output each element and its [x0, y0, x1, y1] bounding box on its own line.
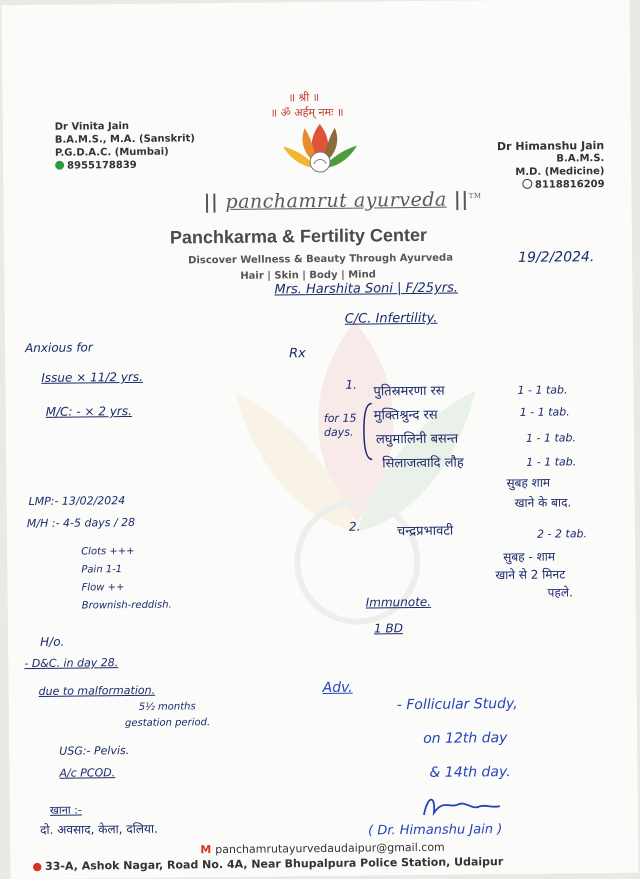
mh-detail-4: Brownish-reddish.	[81, 599, 172, 612]
rx-symbol: Rx	[289, 346, 306, 362]
rx-item-3-dose: 1 - 1 tab.	[525, 431, 577, 445]
advice-line-2: on 12th day	[423, 730, 508, 747]
history-line-1: Anxious for	[24, 340, 93, 356]
left-doctor-block	[55, 119, 196, 172]
ho-detail-1: - D&C. in day 28.	[24, 656, 119, 671]
lotus-logo-icon	[275, 120, 366, 183]
left-doctor-phone-row	[55, 158, 195, 172]
brand-wordmark: || panchamrut ayurveda ||™	[203, 188, 482, 214]
advice-line-3: & 14th day.	[429, 764, 511, 781]
gmail-icon: M	[200, 843, 212, 857]
rx-item-1-dose: 1 - 1 tab.	[517, 383, 568, 397]
note-date: 19/2/2024.	[518, 249, 595, 266]
shri-text: ॥ श्री ॥	[288, 90, 320, 105]
advice-label: Adv.	[322, 679, 353, 696]
rx-item-1-num: 1.	[345, 377, 357, 392]
right-doctor-phone-row	[497, 178, 604, 192]
rx-item-1-name: पुतिस्रमरणा रस	[373, 383, 445, 400]
services-line: Hair | Skin | Body | Mind	[240, 269, 376, 282]
right-doctor-name: Dr Himanshu Jain	[496, 139, 605, 154]
trademark-mark: TM	[468, 191, 482, 201]
rx-item2-dose: 2 - 2 tab.	[536, 527, 588, 541]
rx-timing-2b: खाने से 2 मिनट	[495, 567, 566, 583]
rx-item2-num: 2.	[348, 519, 361, 534]
rx-item-2-name: मुक्तिश्रुन्द रस	[373, 407, 438, 424]
footer-email-row	[200, 841, 445, 857]
rx-item2-name: चन्द्रप्रभावटी	[396, 523, 454, 540]
patient-line: Mrs. Harshita Soni | F/25yrs.	[274, 280, 459, 298]
rx-duration: for 15 days.	[323, 411, 357, 439]
right-doctor-qual2: M.D. (Medicine)	[515, 166, 605, 178]
immunote-dose: 1 BD	[373, 621, 403, 636]
left-doctor-name: Dr Vinita Jain	[54, 120, 130, 133]
mh-detail-2: Pain 1-1	[81, 564, 123, 576]
handwritten-signature	[414, 790, 504, 823]
right-doctor-phone: 8118816209	[534, 179, 605, 191]
brand-name: panchamrut ayurveda	[225, 188, 447, 213]
footer-address: 33-A, Ashok Nagar, Road No. 4A, Near Bhupalpura Police Station, Udaipur	[45, 855, 504, 873]
location-pin-icon: ●	[32, 859, 43, 874]
ho-detail-4: gestation period.	[124, 717, 211, 730]
ho-label: H/o.	[40, 634, 65, 649]
left-doctor-phone: 8955178839	[67, 159, 137, 172]
mantra-text: ॥ ॐ अर्हम् नमः ॥	[270, 105, 344, 120]
rx-item-4-name: सिलाजत्वादि लौह	[382, 455, 464, 472]
footer-address-row	[32, 855, 503, 873]
footer-email: panchamrutayurvedaudaipur@gmail.com	[215, 840, 445, 857]
diet-label: खाना :-	[49, 803, 82, 817]
rx-timing-1a: सुबह शाम	[506, 475, 551, 491]
lmp-line: LMP:- 13/02/2024	[28, 494, 126, 509]
diet-note: दो. अवसाद, केला, दलिया.	[40, 821, 158, 837]
rx-item-2-dose: 1 - 1 tab.	[519, 405, 570, 419]
usg-line-1: USG:- Pelvis.	[59, 744, 130, 758]
right-doctor-block	[497, 139, 605, 192]
usg-line-2: A/c PCOD.	[59, 766, 116, 780]
rx-bracket	[362, 401, 375, 461]
rx-timing-2c: पहले.	[547, 585, 573, 600]
prescription-sheet	[1, 0, 638, 879]
tagline: Discover Wellness & Beauty Through Ayurveda	[188, 252, 453, 267]
clinic-name: Panchkarma & Fertility Center	[169, 224, 428, 248]
right-doctor-qual1: B.A.M.S.	[556, 153, 605, 165]
mh-detail-1: Clots +++	[81, 545, 135, 558]
history-line-3: M/C: - × 2 yrs.	[45, 403, 132, 419]
left-doctor-qual2: P.G.D.A.C. (Mumbai)	[54, 146, 169, 159]
rx-item-4-dose: 1 - 1 tab.	[526, 455, 577, 469]
mh-detail-3: Flow ++	[81, 582, 125, 594]
signature-name: ( Dr. Himanshu Jain )	[368, 822, 503, 839]
lotus-watermark	[195, 300, 519, 643]
history-line-2: Issue × 11/2 yrs.	[41, 369, 143, 385]
chief-complaint: C/C. Infertility.	[344, 310, 438, 327]
immunote-label: Immunote.	[365, 594, 432, 610]
rx-timing-1b: खाने के बाद.	[514, 495, 572, 510]
ho-detail-3: 5½ months	[138, 701, 196, 713]
whatsapp-icon	[55, 161, 64, 170]
rx-item-3-name: लघुमालिनी बसन्त	[375, 431, 459, 448]
menstrual-history: M/H :- 4-5 days / 28	[26, 515, 136, 531]
phone-icon	[522, 179, 532, 189]
left-doctor-qual1: B.A.M.S., M.A. (Sanskrit)	[54, 133, 196, 146]
advice-line-1: - Follicular Study,	[396, 695, 518, 714]
ho-detail-2: due to malformation.	[38, 683, 156, 698]
rx-timing-2a: सुबह - शाम	[503, 549, 556, 565]
